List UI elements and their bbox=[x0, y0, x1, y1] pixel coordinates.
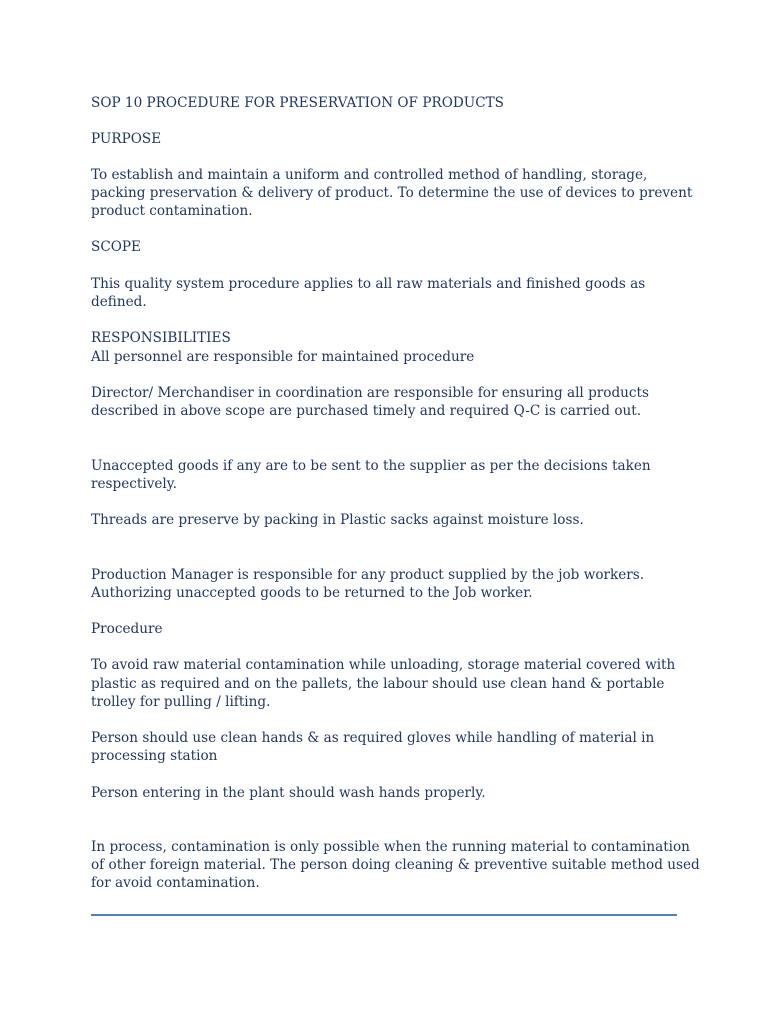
director-line: described in above scope are purchased timely and required Q-C is carried out. bbox=[91, 403, 642, 419]
procedure-avoid-line: plastic as required and on the pallets, the labour should use clean hand & portable bbox=[91, 676, 665, 692]
purpose-line: packing preservation & delivery of product. To determine the use of devices to prevent bbox=[91, 185, 693, 201]
document-title: SOP 10 PROCEDURE FOR PRESERVATION OF PRODUCTS bbox=[91, 95, 504, 111]
scope-heading: SCOPE bbox=[91, 239, 141, 255]
procedure-heading: Procedure bbox=[91, 621, 163, 637]
scope-line: defined. bbox=[91, 294, 147, 310]
purpose-line: To establish and maintain a uniform and controlled method of handling, storage, bbox=[91, 167, 648, 183]
unaccepted-line: respectively. bbox=[91, 476, 177, 492]
production-line: Production Manager is responsible for any product supplied by the job workers. bbox=[91, 567, 645, 583]
purpose-heading: PURPOSE bbox=[91, 131, 162, 147]
procedure-inprocess-line: of other foreign material. The person doing cleaning & preventive suitable method used bbox=[91, 857, 700, 873]
unaccepted-line: Unaccepted goods if any are to be sent to the supplier as per the decisions taken bbox=[91, 458, 651, 474]
procedure-gloves-line: Person should use clean hands & as required gloves while handling of material in bbox=[91, 730, 655, 746]
procedure-wash-line: Person entering in the plant should wash hands properly. bbox=[91, 785, 486, 801]
responsibilities-heading: RESPONSIBILITIES bbox=[91, 330, 231, 346]
production-line: Authorizing unaccepted goods to be returned to the Job worker. bbox=[91, 585, 533, 601]
scope-line: This quality system procedure applies to all raw materials and finished goods as bbox=[91, 276, 646, 292]
procedure-avoid-line: trolley for pulling / lifting. bbox=[91, 694, 271, 710]
purpose-line: product contamination. bbox=[91, 203, 253, 219]
procedure-avoid-line: To avoid raw material contamination while unloading, storage material covered with bbox=[91, 657, 676, 673]
procedure-inprocess-line: In process, contamination is only possible when the running material to contamination bbox=[91, 839, 690, 855]
threads-line: Threads are preserve by packing in Plastic sacks against moisture loss. bbox=[91, 512, 584, 528]
responsibilities-line: All personnel are responsible for maintained procedure bbox=[91, 349, 475, 365]
procedure-gloves-line: processing station bbox=[91, 748, 218, 764]
director-line: Director/ Merchandiser in coordination are responsible for ensuring all products bbox=[91, 385, 649, 401]
footer-rule bbox=[91, 914, 677, 916]
procedure-inprocess-line: for avoid contamination. bbox=[91, 875, 260, 891]
